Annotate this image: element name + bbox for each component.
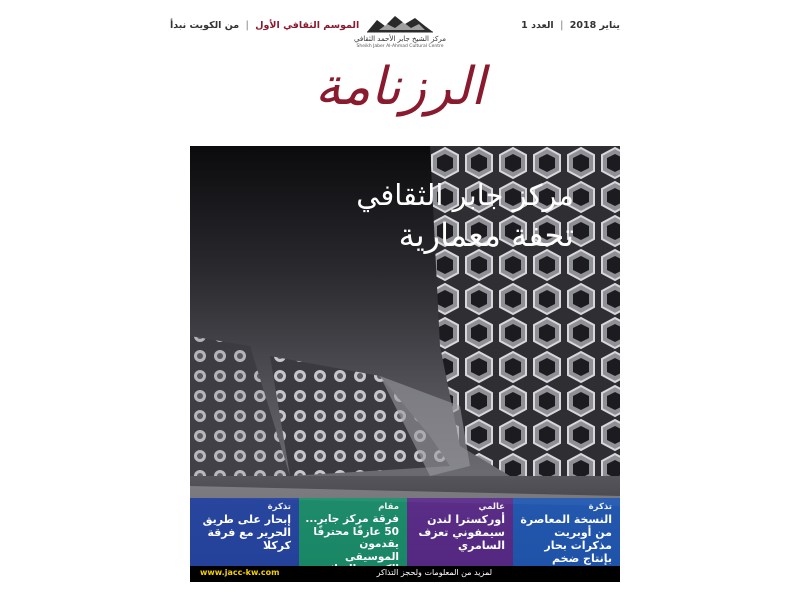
website-link[interactable]: www.jacc-kw.com	[200, 568, 280, 577]
teaser-caracalla	[190, 498, 299, 566]
header-separator: |	[245, 20, 249, 31]
issue-date: يناير 2018	[569, 20, 620, 31]
issue-header	[521, 20, 620, 31]
teaser-title: فرقة مركز جابر... 50 عازفًا محترفًا يقدمون الموسيقى	[305, 513, 399, 563]
season-title: الموسم الثقافي الأول	[255, 20, 360, 31]
masthead-title: الرزنامة	[314, 57, 486, 117]
teaser-title: أوركسترا لندن سيمفوني تعزف السامري	[418, 513, 505, 552]
footer-bar	[190, 566, 620, 582]
teaser-title: النسخة المعاصرة من أوبريت مذكرات بحار بإنتاج ضخم	[520, 513, 612, 565]
teaser-london-symphony	[407, 498, 513, 566]
masthead	[282, 54, 518, 124]
teaser-tag: مقام	[378, 502, 399, 512]
issue-number: العدد 1	[521, 20, 554, 31]
header-separator: |	[559, 20, 564, 31]
footer-info: لمزيد من المعلومات ولحجز التذاكر	[376, 568, 492, 577]
teaser-title: إبحار على طريق الحرير مع فرقة كركلا	[202, 513, 291, 552]
teaser-jaber-ensemble	[299, 498, 407, 566]
season-subtitle: من الكويت نبدأ	[170, 20, 240, 31]
teaser-tag: تذكرة	[267, 502, 291, 512]
logo-english-text: Sheikh Jaber Al-Ahmad Cultural Centre	[356, 44, 444, 49]
headline-line-2: تحفة معمارية	[398, 216, 574, 254]
centre-logo-icon	[365, 14, 435, 34]
cover-headline	[356, 176, 574, 256]
teaser-strip	[190, 498, 620, 566]
headline-line-1: مركز جابر الثقافي	[356, 178, 574, 212]
teaser-operetta	[513, 498, 620, 566]
teaser-tag: تذكرة	[588, 502, 612, 512]
teaser-tag: عالمي	[478, 502, 505, 512]
season-header	[170, 20, 359, 31]
logo-arabic-text: مركز الشيخ جابر الأحمد الثقافي	[354, 35, 446, 43]
